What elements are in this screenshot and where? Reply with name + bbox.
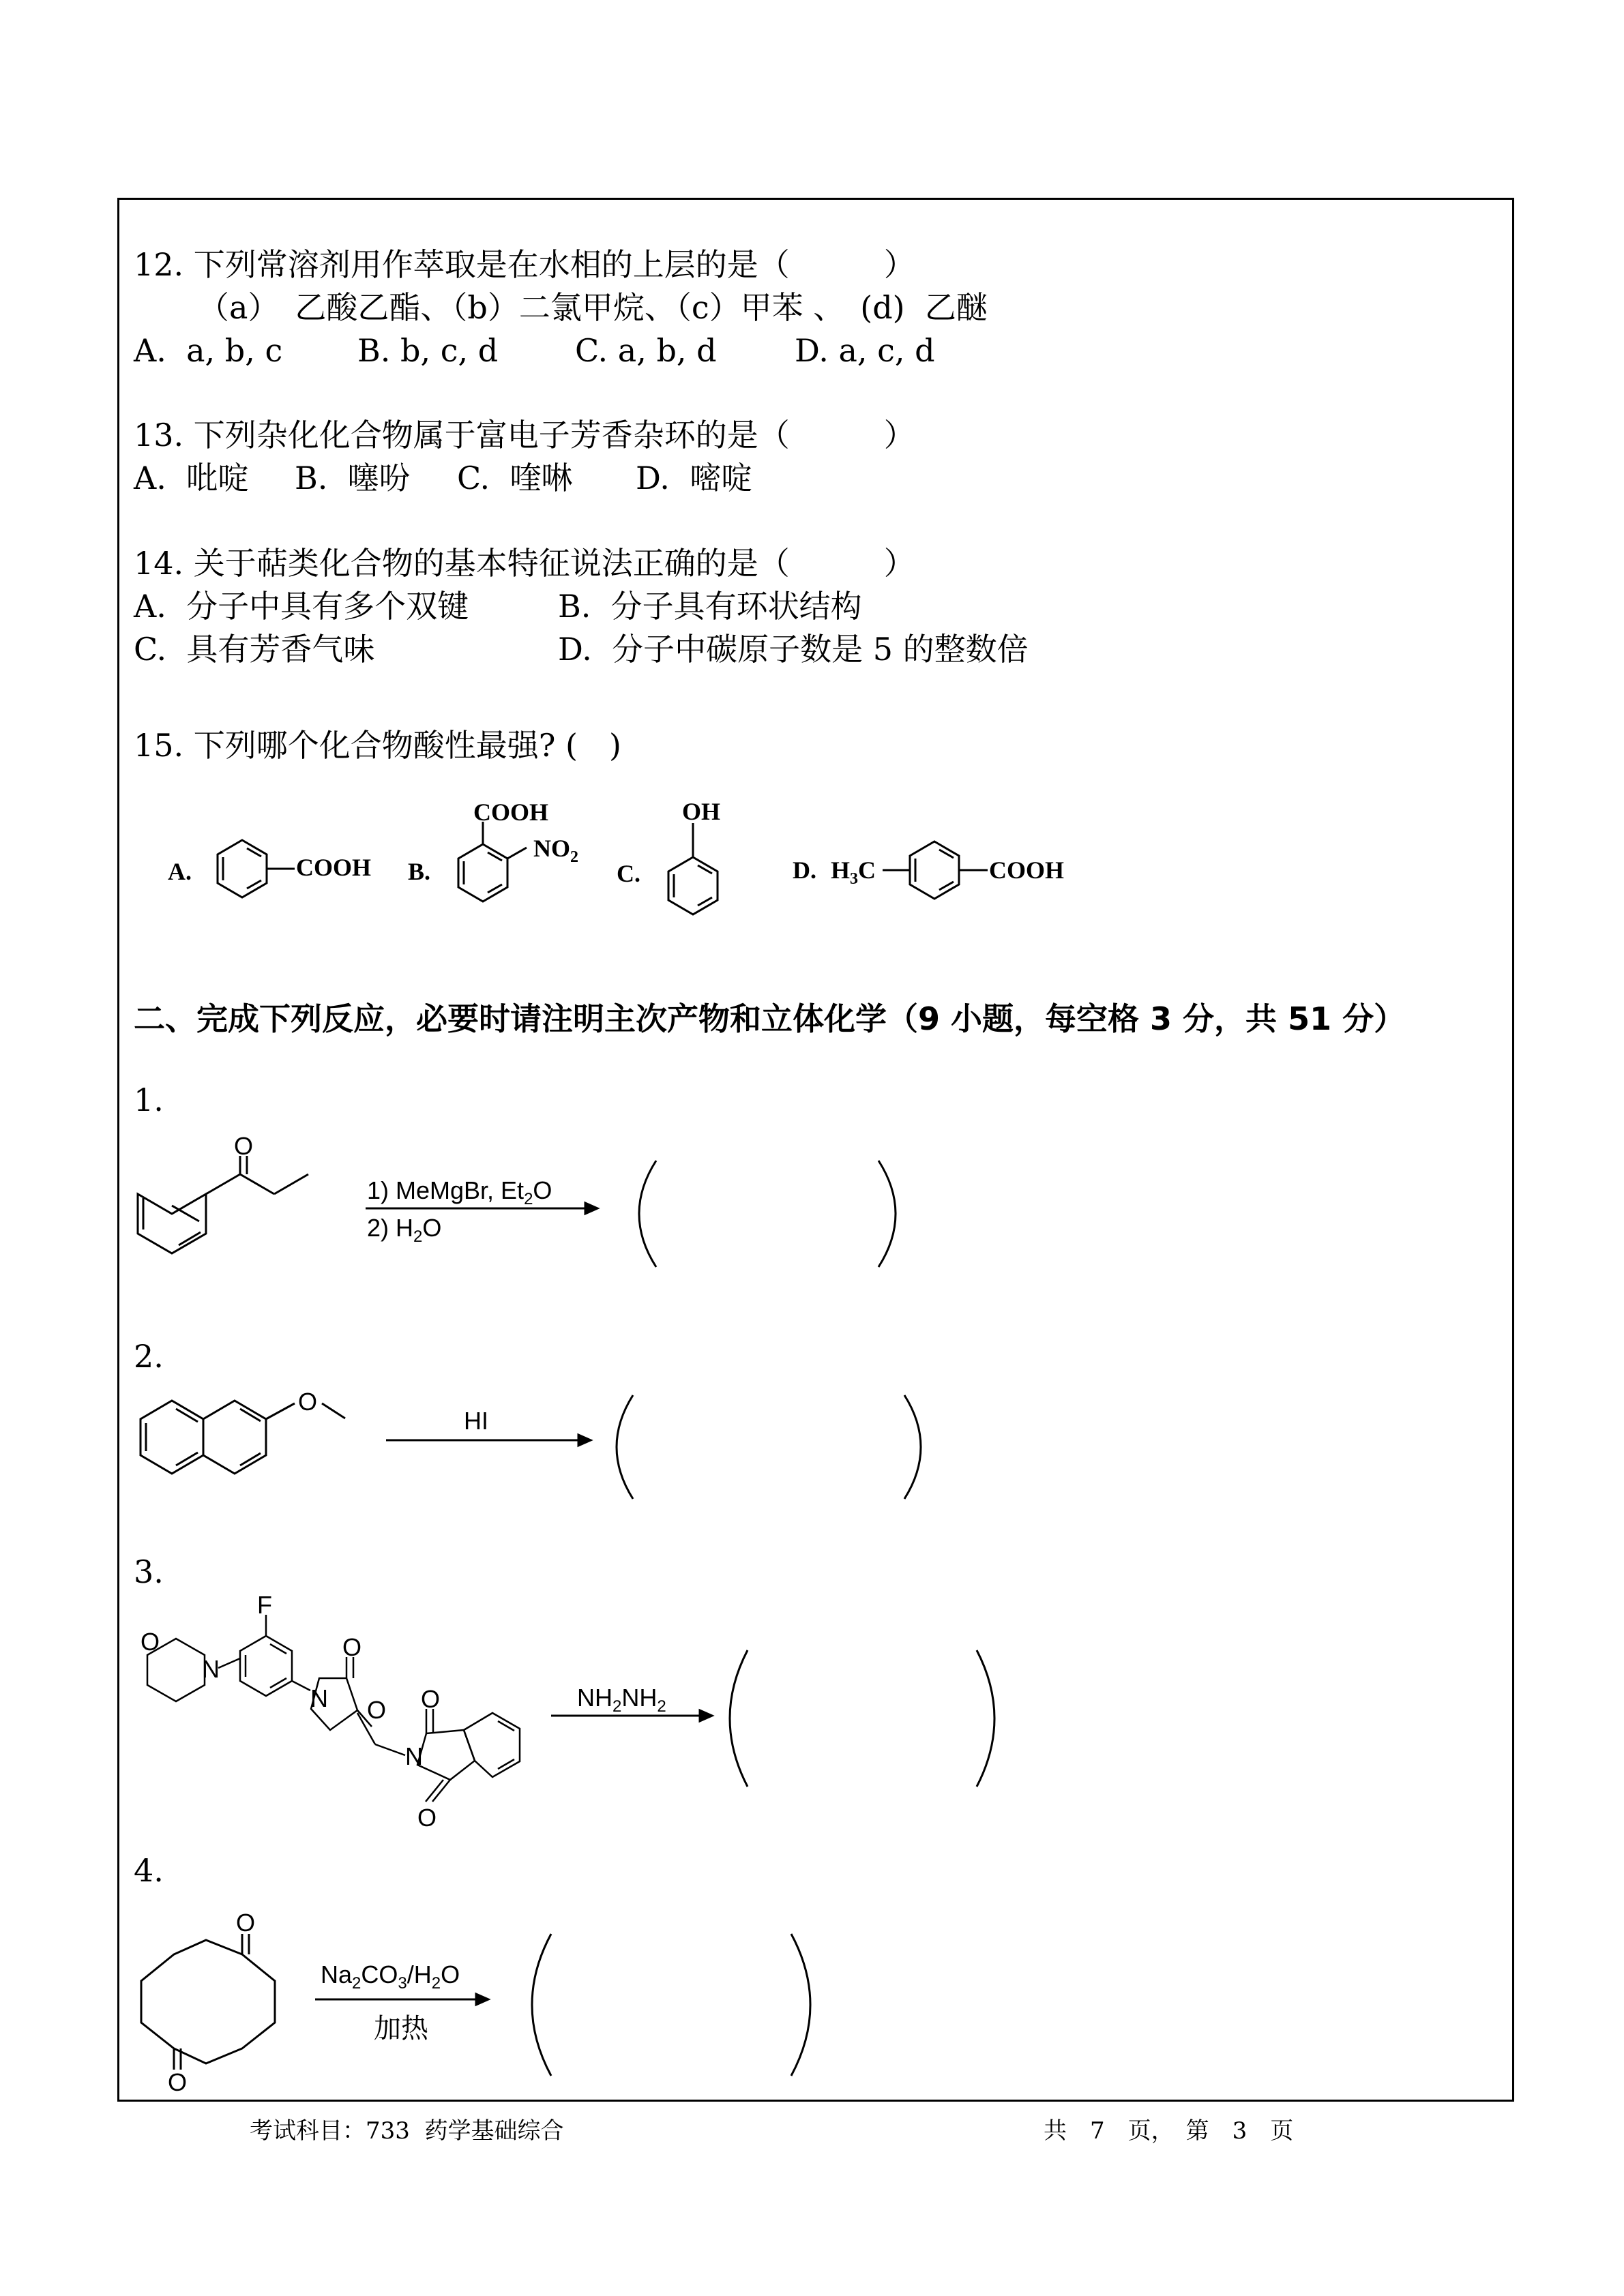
reaction-1-reagent-1: 1) MeMgBr, $Et_2O$ [367, 1176, 552, 1208]
q15-label-b: B. [408, 858, 431, 885]
q13-option-d: D. 嘧啶 [636, 460, 753, 496]
reaction-2-reagent: HI [464, 1407, 488, 1435]
reaction-4-heat: 加热 [374, 2013, 428, 2044]
reaction-3-morpholine-o: O [141, 1628, 160, 1656]
section2-heading: 二、完成下列反应，必要时请注明主次产物和立体化学（9 小题，每空格 3 分，共 51 分） [134, 1000, 1406, 1037]
footer-subject: 考试科目：733 药学基础综合 [250, 2117, 564, 2145]
reaction-1-answer-right-paren [879, 1161, 896, 1267]
reaction-1-answer-left-paren [639, 1161, 656, 1267]
q15-a-cooh: COOH [296, 854, 372, 881]
reaction-3-ring-o: O [367, 1696, 387, 1724]
q12-option-d: D. a, c, d [795, 332, 935, 369]
reaction-3-answer-right-paren [977, 1650, 994, 1787]
reaction-3-number: 3. [134, 1553, 164, 1590]
q15-option-a-structure [168, 840, 371, 897]
reaction-2-answer-right-paren [904, 1395, 921, 1499]
reaction-4-answer-right-paren [791, 1934, 810, 2076]
q15-c-oh: OH [682, 798, 721, 825]
q12-option-b: B. b, c, d [357, 332, 499, 369]
q14-option-b: B. 分子具有环状结构 [558, 588, 862, 625]
reaction-4-number: 4. [134, 1852, 164, 1889]
q15-b-cooh: COOH [473, 799, 549, 826]
footer-page-info: 共 7 页， 第 3 页 [1044, 2117, 1294, 2145]
q15-label-d: D. [793, 856, 816, 884]
q13-option-b: B. 噻吩 [295, 460, 411, 496]
q12-option-a: A. a, b, c [134, 332, 283, 369]
q13-stem: 13. 下列杂化化合物属于富电子芳香杂环的是（ ） [134, 417, 915, 453]
q15-stem: 15. 下列哪个化合物酸性最强? ( ) [134, 727, 621, 764]
reaction-3-carbonyl-o: O [342, 1633, 362, 1661]
reaction-3-morpholine-n: N [202, 1655, 220, 1683]
reaction-3-structure [141, 1591, 520, 1832]
reaction-1-arrow [366, 1203, 597, 1214]
q12-sub: （a） 乙酸乙酯、（b）二氯甲烷、（c）甲苯 、 (d) 乙醚 [198, 289, 988, 326]
reaction-4-o-bottom: O [168, 2068, 188, 2096]
reaction-2-answer-left-paren [617, 1395, 633, 1499]
reaction-1-o: O [234, 1132, 254, 1160]
reaction-4-structure [141, 1909, 275, 2096]
q15-option-d-structure [793, 841, 1064, 899]
reaction-3-reagent: $NH_2NH_2$ [577, 1684, 666, 1716]
reaction-3-answer-left-paren [730, 1650, 748, 1787]
reaction-3-ring-n: N [310, 1684, 328, 1712]
q14-stem: 14. 关于萜类化合物的基本特征说法正确的是（ ） [134, 545, 915, 582]
q15-option-b-structure [408, 799, 578, 901]
reaction-3-imide-o2: O [417, 1804, 437, 1832]
svg-text:H3C [831, 856, 876, 888]
reaction-3-arrow [551, 1710, 712, 1721]
reaction-1-number: 1. [134, 1082, 164, 1118]
reaction-4-reagent: $Na_2CO_3/H_2O$ [321, 1960, 460, 1993]
q15-b-no2: NO [533, 835, 570, 862]
q15-d-h-sub: 3 [850, 870, 859, 888]
reaction-3-imide-o1: O [421, 1685, 441, 1713]
reaction-1-reagent-2: 2) $H_2O$ [367, 1214, 442, 1246]
reaction-3-imide-n: N [405, 1742, 423, 1770]
reaction-2-arrow [386, 1435, 591, 1446]
q14-option-d: D. 分子中碳原子数是 5 的整数倍 [558, 631, 1029, 668]
q12-option-c: C. a, b, d [575, 332, 717, 369]
q15-d-cooh: COOH [989, 856, 1065, 884]
q15-label-c: C. [617, 860, 640, 887]
q15-label-a: A. [168, 858, 192, 885]
q15-b-no2-sub: 2 [570, 848, 578, 866]
reaction-3-f: F [257, 1591, 272, 1619]
reaction-1-structure [138, 1132, 308, 1253]
q12-stem: 12. 下列常溶剂用作萃取是在水相的上层的是（ ） [134, 246, 915, 283]
q15-option-c-structure [617, 798, 720, 914]
q13-option-a: A. 吡啶 [134, 460, 250, 496]
q14-option-c: C. 具有芳香气味 [134, 631, 375, 668]
q15-d-c: C [858, 856, 876, 884]
reaction-4-arrow [315, 1994, 488, 2005]
reaction-4-o-top: O [236, 1909, 256, 1937]
reaction-4-answer-left-paren [532, 1934, 551, 2076]
reaction-2-o: O [298, 1388, 318, 1416]
reaction-2-structure [141, 1388, 345, 1474]
svg-text:NO2 [533, 835, 578, 866]
reaction-2-number: 2. [134, 1338, 164, 1375]
q15-d-h: H [831, 856, 851, 884]
q14-option-a: A. 分子中具有多个双键 [134, 588, 469, 625]
q13-option-c: C. 喹啉 [457, 460, 573, 496]
